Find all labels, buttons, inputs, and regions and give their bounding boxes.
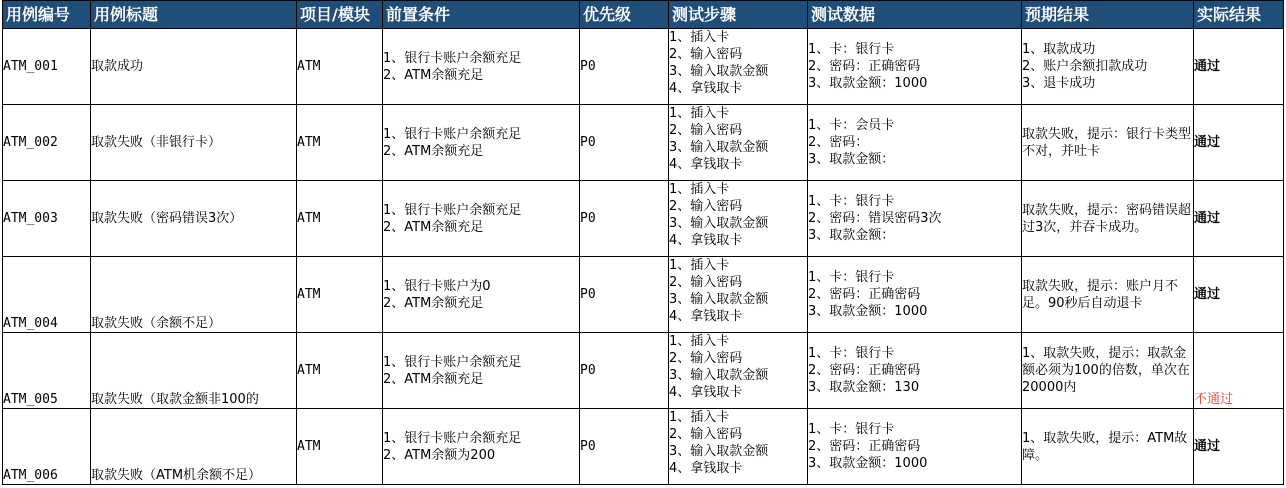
case-module: ATM	[297, 181, 383, 257]
case-steps-line: 2、输入密码	[669, 123, 743, 138]
case-steps-line: 4、拿钱取卡	[669, 385, 743, 400]
column-header: 实际结果	[1194, 1, 1284, 29]
case-module: ATM	[297, 409, 383, 485]
case-precondition	[383, 105, 580, 181]
case-expected-line: 2、账户余额扣款成功	[1022, 59, 1148, 74]
case-precondition	[383, 333, 580, 409]
case-result: 通过	[1194, 29, 1284, 105]
case-steps-line: 1、插入卡	[669, 334, 730, 349]
case-expected-line: 取款失败，提示：密码错误超过3次，并吞卡成功。	[1022, 202, 1192, 235]
case-steps-line: 4、拿钱取卡	[669, 309, 743, 324]
case-expected	[1022, 409, 1194, 485]
case-steps-line: 1、插入卡	[669, 30, 730, 45]
column-header: 用例编号	[3, 1, 91, 29]
case-steps	[669, 333, 808, 409]
case-test-data-line: 3、取款金额：1000	[808, 304, 928, 319]
case-steps-line: 1、插入卡	[669, 258, 730, 273]
case-steps-line: 3、输入取款金额	[669, 444, 769, 459]
column-header: 项目/模块	[297, 1, 383, 29]
case-module: ATM	[297, 257, 383, 333]
case-steps	[669, 181, 808, 257]
column-header: 测试数据	[808, 1, 1022, 29]
test-case-table	[2, 0, 1284, 485]
case-steps-line: 1、插入卡	[669, 182, 730, 197]
table-row	[3, 29, 1284, 105]
case-title: 取款失败（取款金额非100的	[91, 333, 297, 409]
table-row	[3, 181, 1284, 257]
case-result: 通过	[1194, 181, 1284, 257]
case-test-data-line: 2、密码：	[808, 135, 869, 150]
case-test-data-line: 1、卡：银行卡	[808, 270, 895, 285]
case-steps-line: 4、拿钱取卡	[669, 233, 743, 248]
case-result: 通过	[1194, 409, 1284, 485]
case-test-data	[808, 257, 1022, 333]
case-test-data	[808, 409, 1022, 485]
case-precondition-line: 1、银行卡账户余额充足	[383, 430, 522, 446]
case-test-data	[808, 181, 1022, 257]
case-precondition-line: 2、ATM余额充足	[383, 143, 484, 159]
case-test-data-line: 2、密码：正确密码	[808, 287, 921, 302]
case-priority: P0	[580, 333, 669, 409]
case-id: ATM_002	[3, 105, 91, 181]
case-precondition-line: 1、银行卡账户余额充足	[383, 202, 522, 218]
case-precondition-line: 1、银行卡账户余额充足	[383, 126, 522, 142]
case-id: ATM_003	[3, 181, 91, 257]
case-id: ATM_001	[3, 29, 91, 105]
case-priority: P0	[580, 29, 669, 105]
case-precondition	[383, 257, 580, 333]
case-steps-line: 3、输入取款金额	[669, 368, 769, 383]
case-title: 取款成功	[91, 29, 297, 105]
table-row	[3, 257, 1284, 333]
case-title: 取款失败（非银行卡）	[91, 105, 297, 181]
case-test-data-line: 2、密码：错误密码3次	[808, 211, 942, 226]
case-test-data-line: 1、卡：银行卡	[808, 42, 895, 57]
case-precondition	[383, 181, 580, 257]
case-steps-line: 2、输入密码	[669, 199, 743, 214]
case-test-data-line: 2、密码：正确密码	[808, 439, 921, 454]
header-row	[3, 1, 1284, 29]
case-expected	[1022, 333, 1194, 409]
case-steps-line: 4、拿钱取卡	[669, 461, 743, 476]
case-module: ATM	[297, 333, 383, 409]
case-steps-line: 3、输入取款金额	[669, 216, 769, 231]
case-precondition-line: 2、ATM余额充足	[383, 295, 484, 311]
case-expected	[1022, 257, 1194, 333]
table-row	[3, 409, 1284, 485]
case-priority: P0	[580, 257, 669, 333]
case-test-data-line: 3、取款金额：	[808, 152, 895, 167]
case-title: 取款失败（密码错误3次）	[91, 181, 297, 257]
case-test-data	[808, 105, 1022, 181]
case-test-data-line: 2、密码：正确密码	[808, 59, 921, 74]
case-precondition-line: 1、银行卡账户为0	[383, 278, 491, 294]
case-test-data-line: 1、卡：银行卡	[808, 194, 895, 209]
case-test-data-line: 1、卡：银行卡	[808, 346, 895, 361]
case-result: 通过	[1194, 105, 1284, 181]
case-test-data-line: 1、卡：会员卡	[808, 118, 895, 133]
case-priority: P0	[580, 181, 669, 257]
case-steps-line: 2、输入密码	[669, 427, 743, 442]
case-steps-line: 3、输入取款金额	[669, 64, 769, 79]
table-row	[3, 333, 1284, 409]
case-steps	[669, 29, 808, 105]
case-steps-line: 3、输入取款金额	[669, 292, 769, 307]
case-expected-line: 1、取款失败，提示：ATM故障。	[1022, 430, 1188, 463]
case-id: ATM_004	[3, 257, 91, 333]
case-precondition	[383, 409, 580, 485]
case-expected-line: 1、取款成功	[1022, 42, 1096, 57]
case-expected	[1022, 29, 1194, 105]
case-steps-line: 4、拿钱取卡	[669, 81, 743, 96]
case-steps-line: 1、插入卡	[669, 410, 730, 425]
case-precondition-line: 2、ATM余额充足	[383, 371, 484, 387]
case-steps	[669, 409, 808, 485]
case-steps-line: 3、输入取款金额	[669, 140, 769, 155]
case-result: 不通过	[1194, 333, 1284, 409]
case-title: 取款失败（ATM机余额不足）	[91, 409, 297, 485]
column-header: 前置条件	[383, 1, 580, 29]
case-steps-line: 2、输入密码	[669, 275, 743, 290]
case-steps-line: 1、插入卡	[669, 106, 730, 121]
case-expected	[1022, 105, 1194, 181]
column-header: 测试步骤	[669, 1, 808, 29]
column-header: 优先级	[580, 1, 669, 29]
case-module: ATM	[297, 29, 383, 105]
case-precondition-line: 2、ATM余额为200	[383, 447, 496, 463]
case-expected-line: 1、取款失败，提示：取款金额必须为100的倍数，单次在20000内	[1022, 346, 1190, 395]
case-precondition-line: 1、银行卡账户余额充足	[383, 50, 522, 66]
case-steps	[669, 257, 808, 333]
case-result: 通过	[1194, 257, 1284, 333]
case-id: ATM_005	[3, 333, 91, 409]
case-steps-line: 2、输入密码	[669, 47, 743, 62]
case-test-data-line: 3、取款金额：1000	[808, 456, 928, 471]
case-expected-line: 取款失败，提示：银行卡类型不对，并吐卡	[1022, 126, 1192, 159]
table-row	[3, 105, 1284, 181]
case-test-data-line: 3、取款金额：	[808, 228, 895, 243]
case-expected-line: 取款失败，提示：账户月不足。90秒后自动退卡	[1022, 278, 1179, 311]
case-priority: P0	[580, 409, 669, 485]
case-test-data	[808, 333, 1022, 409]
case-id: ATM_006	[3, 409, 91, 485]
case-steps-line: 4、拿钱取卡	[669, 157, 743, 172]
column-header: 预期结果	[1022, 1, 1194, 29]
case-module: ATM	[297, 105, 383, 181]
case-steps	[669, 105, 808, 181]
case-test-data-line: 1、卡：银行卡	[808, 422, 895, 437]
case-test-data-line: 2、密码：正确密码	[808, 363, 921, 378]
case-test-data	[808, 29, 1022, 105]
case-steps-line: 2、输入密码	[669, 351, 743, 366]
case-test-data-line: 3、取款金额：1000	[808, 76, 928, 91]
case-precondition-line: 1、银行卡账户余额充足	[383, 354, 522, 370]
case-precondition-line: 2、ATM余额充足	[383, 67, 484, 83]
case-precondition	[383, 29, 580, 105]
column-header: 用例标题	[91, 1, 297, 29]
case-priority: P0	[580, 105, 669, 181]
case-expected-line: 3、退卡成功	[1022, 76, 1096, 91]
case-test-data-line: 3、取款金额：130	[808, 380, 920, 395]
case-expected	[1022, 181, 1194, 257]
case-precondition-line: 2、ATM余额充足	[383, 219, 484, 235]
case-title: 取款失败（余额不足）	[91, 257, 297, 333]
